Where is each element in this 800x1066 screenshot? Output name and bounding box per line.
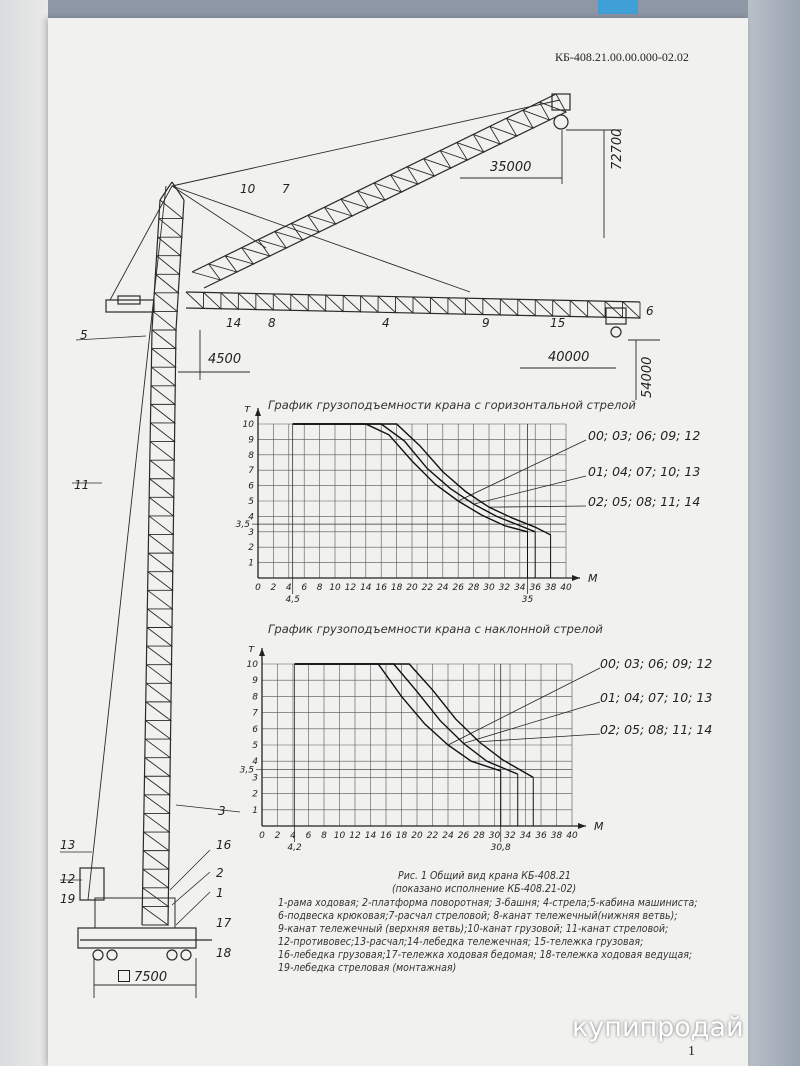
part-label-14: 14 <box>226 316 242 330</box>
chart-1-x-tick-15: 30 <box>483 583 495 593</box>
chart-1-series-0-line <box>293 424 528 532</box>
chart-1-y-tick-7: 8 <box>248 450 254 461</box>
chart-2-title: График грузоподъемности крана с наклонной стрелой <box>268 622 603 636</box>
chart-2-y-extra-tick-0: 3,5 <box>239 765 254 776</box>
chart-2-x-tick-15: 30 <box>488 831 501 841</box>
chart-2-x-axis-label: M <box>594 820 604 833</box>
part-label-6: 6 <box>646 304 654 318</box>
part-label-11: 11 <box>74 478 90 492</box>
site-watermark: купипродай <box>572 1012 744 1043</box>
chart-1-x-tick-20: 40 <box>560 583 572 593</box>
chart-2-x-tick-14: 28 <box>473 831 485 841</box>
chart-2-x-arrow <box>578 823 586 829</box>
chart-2-x-tick-11: 22 <box>426 831 439 841</box>
caption-line-6: 19-лебедка стреловая (монтажная) <box>278 962 457 974</box>
chart-1-x-tick-5: 10 <box>329 583 341 593</box>
chart-2-x-tick-5: 10 <box>333 831 346 841</box>
chart-2-x-tick-13: 26 <box>457 831 470 841</box>
chart-1-y-extra-tick-0: 3,5 <box>235 520 250 531</box>
chart-1-x-tick-2: 4 <box>285 583 292 593</box>
chart-2-x-tick-1: 2 <box>274 831 281 841</box>
chart-1-series-label-0: 00; 03; 06; 09; 12 <box>588 428 701 443</box>
part-label-5: 5 <box>80 328 88 342</box>
chart-1-x-tick-6: 12 <box>344 583 357 593</box>
chart-1-x-tick-17: 34 <box>514 583 526 593</box>
chart-2-series-2-leader <box>479 734 600 742</box>
chart-2-y-tick-7: 8 <box>252 692 258 703</box>
chart-2-x-tick-2: 4 <box>290 831 296 841</box>
caption-line-2: 6-подвеска крюковая;7-расчал стреловой; 8-канат тележечный(нижняя ветвь); <box>278 910 678 922</box>
chart-1-x-extra-tick-1: 35 <box>521 595 534 605</box>
part-label-12: 12 <box>60 872 76 886</box>
part-label-9: 9 <box>482 316 490 330</box>
part-label-10: 10 <box>240 182 256 196</box>
chart-1-x-tick-1: 2 <box>270 583 277 593</box>
chart-1-y-tick-1: 2 <box>248 543 254 554</box>
chart-2-series-2-line <box>295 664 534 777</box>
chart-1-series-1-leader <box>474 476 586 504</box>
part-label-8: 8 <box>268 316 276 330</box>
chart-2-y-tick-4: 5 <box>252 741 258 751</box>
chart-1-x-tick-11: 22 <box>421 583 434 593</box>
chart-1-x-arrow <box>572 575 580 581</box>
square-section-icon <box>118 970 130 982</box>
dimension-7500-value: 7500 <box>134 970 168 985</box>
chart-1-x-tick-9: 18 <box>390 583 403 593</box>
chart-1-y-tick-3: 4 <box>248 512 254 523</box>
chart-1-x-tick-18: 36 <box>529 583 541 593</box>
chart-2-series-1-leader <box>464 702 601 743</box>
chart-2-x-tick-18: 36 <box>535 831 547 841</box>
chart-1-series-label-1: 01; 04; 07; 10; 13 <box>588 464 701 479</box>
chart-1-x-tick-3: 6 <box>301 583 308 593</box>
chart-1-y-axis-label: т <box>244 402 251 415</box>
part-label-15: 15 <box>550 316 566 330</box>
chart-2-series-1-line <box>295 664 518 774</box>
chart-2-y-tick-1: 2 <box>252 789 258 800</box>
chart-2-y-tick-5: 6 <box>252 724 258 735</box>
chart-2-x-tick-4: 8 <box>321 831 327 841</box>
chart-2-y-tick-6: 7 <box>252 708 258 719</box>
chart-2-x-tick-7: 14 <box>364 831 377 841</box>
chart-2-x-tick-16: 32 <box>504 831 516 841</box>
caption-line-1: 1-рама ходовая; 2-платформа поворотная; 3-башня; 4-стрела;5-кабина машиниста; <box>278 897 698 909</box>
chart-1-series-2-leader <box>489 506 586 507</box>
chart-2-x-tick-20: 40 <box>566 831 578 841</box>
chart-2-x-tick-8: 16 <box>380 831 392 841</box>
chart-1-x-tick-16: 32 <box>498 583 511 593</box>
caption-line-5: 16-лебедка грузовая;17-тележка ходовая бедомая; 18-тележка ходовая ведущая; <box>278 949 693 961</box>
chart-1-title: График грузоподъемности крана с горизонтальной стрелой <box>268 398 636 412</box>
chart-2-y-tick-0: 1 <box>252 805 258 816</box>
part-label-3: 3 <box>218 804 226 818</box>
chart-1-x-tick-8: 16 <box>375 583 387 593</box>
chart-2-series-label-0: 00; 03; 06; 09; 12 <box>600 656 713 671</box>
chart-2-y-tick-2: 3 <box>252 773 258 784</box>
chart-1-x-axis-label: M <box>588 572 598 585</box>
caption-line-3: 9-канат тележечный (верхняя ветвь);10-канат грузовой; 11-канат стреловой; <box>278 923 669 935</box>
chart-2-x-tick-12: 24 <box>442 831 454 841</box>
chart-1-series-2-line <box>293 424 551 535</box>
chart-1-y-tick-2: 3 <box>248 527 254 538</box>
dimension-35000: 35000 <box>490 160 532 175</box>
chart-2-x-tick-0: 0 <box>259 831 265 841</box>
part-label-18: 18 <box>216 946 232 960</box>
part-label-2: 2 <box>216 866 224 880</box>
chart-1-x-tick-14: 28 <box>467 583 480 593</box>
chart-1-x-tick-4: 8 <box>316 583 323 593</box>
part-label-17: 17 <box>216 916 232 930</box>
dimension-4500: 4500 <box>208 352 242 367</box>
chart-2-y-tick-9: 10 <box>246 660 258 670</box>
chart-1-y-tick-5: 6 <box>248 481 254 492</box>
chart-1-y-tick-6: 7 <box>248 466 254 477</box>
chart-2-y-tick-3: 4 <box>252 757 258 768</box>
chart-1-x-tick-19: 38 <box>544 583 557 593</box>
chart-1-y-tick-9: 10 <box>242 420 254 430</box>
chart-1-series-label-2: 02; 05; 08; 11; 14 <box>588 494 701 509</box>
chart-2-x-extra-tick-1: 30,8 <box>490 843 511 853</box>
document-code: КБ-408.21.00.00.000-02.02 <box>555 50 689 64</box>
figure-caption-title: Рис. 1 Общий вид крана КБ-408.21 <box>398 870 571 882</box>
dimension-54000: 54000 <box>640 356 655 398</box>
dimension-7500 <box>118 970 167 985</box>
figure-caption-subtitle: (показано исполнение КБ-408.21-02) <box>392 883 577 895</box>
part-label-13: 13 <box>60 838 76 852</box>
page-number: 1 <box>688 1044 695 1059</box>
dimension-40000: 40000 <box>548 350 590 365</box>
chart-1-x-tick-12: 24 <box>437 583 449 593</box>
part-label-19: 19 <box>60 892 76 906</box>
chart-1-x-extra-tick-0: 4,5 <box>285 595 300 605</box>
chart-2-x-tick-19: 38 <box>550 831 563 841</box>
part-label-16: 16 <box>216 838 232 852</box>
chart-2-y-tick-8: 9 <box>252 676 258 687</box>
chart-2-x-tick-17: 34 <box>519 831 532 841</box>
caption-line-4: 12-противовес;13-расчал;14-лебедка тележечная; 15-тележка грузовая; <box>278 936 644 948</box>
part-label-7: 7 <box>282 182 290 196</box>
chart-1-x-tick-0: 0 <box>255 583 261 593</box>
part-label-4: 4 <box>382 316 390 330</box>
chart-1-y-tick-4: 5 <box>248 497 254 507</box>
chart-1-x-tick-10: 20 <box>406 583 418 593</box>
chart-1-y-tick-8: 9 <box>248 435 254 446</box>
chart-1-y-arrow <box>255 408 261 416</box>
chart-2-x-tick-6: 12 <box>349 831 361 841</box>
chart-2-series-label-1: 01; 04; 07; 10; 13 <box>600 690 713 705</box>
chart-2-series-label-2: 02; 05; 08; 11; 14 <box>600 722 713 737</box>
chart-2-y-arrow <box>259 648 265 656</box>
chart-2-x-tick-10: 20 <box>411 831 423 841</box>
chart-1-x-tick-13: 26 <box>452 583 464 593</box>
chart-2-x-tick-3: 6 <box>305 831 312 841</box>
chart-1-y-tick-0: 1 <box>248 558 254 569</box>
part-label-1: 1 <box>216 886 224 900</box>
dimension-72700: 72700 <box>610 128 625 170</box>
chart-2-x-extra-tick-0: 4,2 <box>287 843 302 853</box>
chart-2-x-tick-9: 18 <box>395 831 408 841</box>
chart-1-x-tick-7: 14 <box>360 583 372 593</box>
chart-2-y-axis-label: т <box>248 642 255 655</box>
